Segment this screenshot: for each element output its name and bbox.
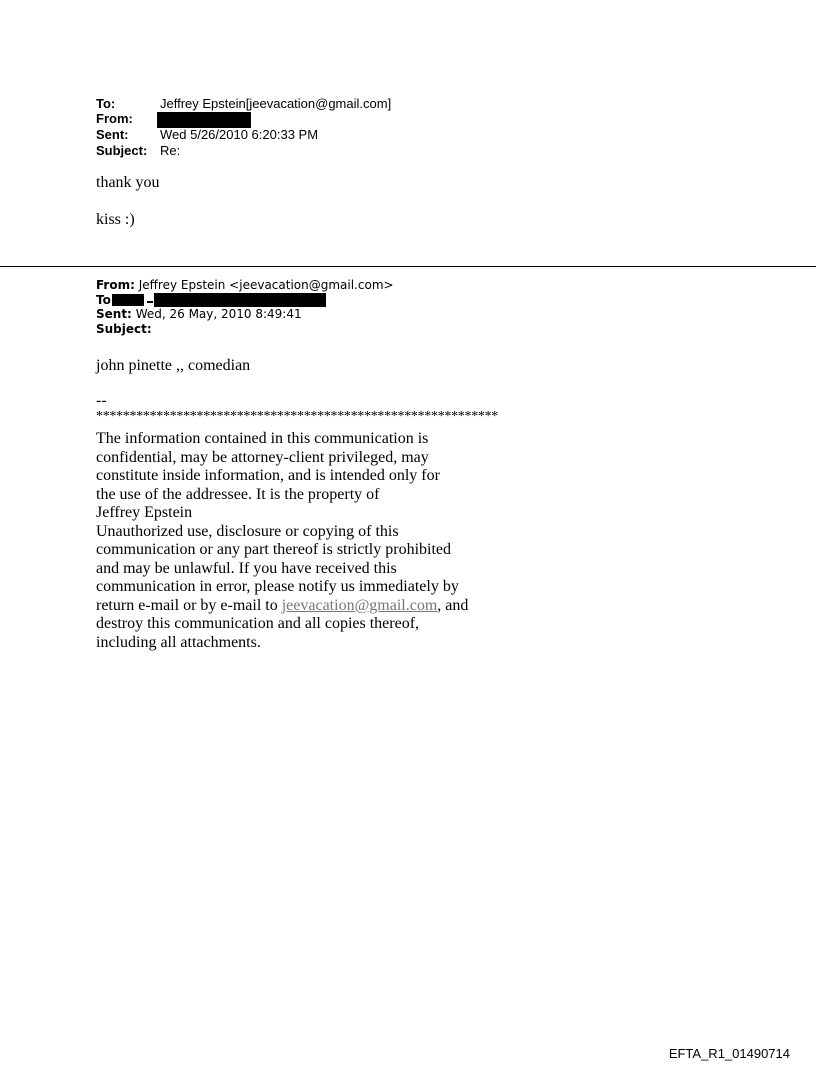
disclaimer-line: communication in error, please notify us immediately by [96,578,459,595]
reply-body-line: kiss :) [96,211,135,228]
disclaimer-line: The information contained in this communication is [96,430,429,447]
subject-value: Re: [160,143,181,158]
to-label: To: [96,96,116,111]
return-prefix: return e-mail or by e-mail to [96,596,282,614]
separator-line [0,266,816,267]
sent-label: Sent: [96,307,132,321]
subject-label: Subject: [96,143,148,158]
original-sent-row [96,308,302,321]
disclaimer-line: confidential, may be attorney-client privileged, may [96,448,429,466]
return-suffix: , and [437,596,469,614]
disclaimer-line: constitute inside information, and is intended only for [96,467,440,484]
original-body: john pinette ,, comedian [96,357,251,374]
sent-label: Sent: [96,127,129,142]
sent-value: Wed 5/26/2010 6:20:33 PM [160,127,319,142]
disclaimer-line: communication or any part thereof is strictly prohibited [96,541,452,558]
to-label: To [96,293,111,307]
redaction-box [112,294,144,306]
disclaimer-line: including all attachments. [96,633,261,651]
disclaimer-line: Unauthorized use, disclosure or copying of this [96,522,399,540]
disclaimer-line: and may be unlawful. If you have received this [96,559,397,577]
original-from-row [96,279,394,292]
disclaimer-line: the use of the addressee. It is the property of [96,485,380,503]
from-value: Jeffrey Epstein <jeevacation@gmail.com> [138,278,394,292]
from-label: From: [96,278,135,292]
asterisk-divider: ************************************************************ [96,409,499,424]
reply-body-line: thank you [96,174,160,191]
original-to-row [96,294,111,307]
redaction-mark [147,301,153,303]
redaction-box [157,112,251,128]
signature-dash: -- [96,392,107,409]
redaction-box [154,293,326,307]
disclaimer-line: Jeffrey Epstein [96,504,193,521]
email-link[interactable]: jeevacation@gmail.com [281,596,438,614]
confidentiality-disclaimer [96,430,468,652]
subject-label: Subject: [96,322,152,336]
to-value: Jeffrey Epstein[jeevacation@gmail.com] [160,96,392,111]
document-id: EFTA_R1_01490714 [668,1046,790,1061]
disclaimer-line [96,597,468,616]
from-label: From: [96,111,133,126]
sent-value: Wed, 26 May, 2010 8:49:41 [135,307,302,321]
original-subject-row [96,323,152,336]
disclaimer-line: destroy this communication and all copies thereof, [96,615,420,632]
